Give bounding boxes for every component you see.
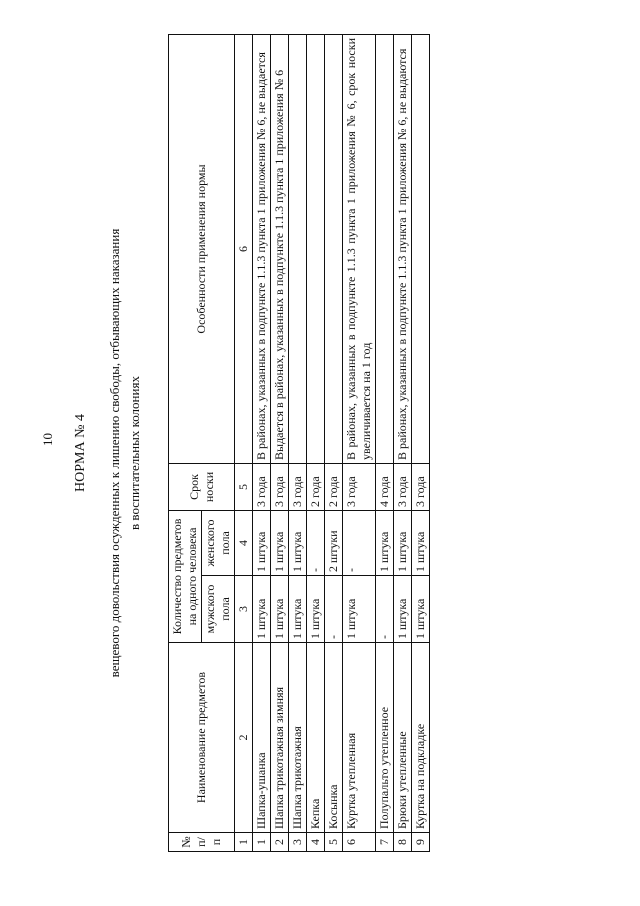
wear-term: 3 года (343, 464, 376, 511)
qty-men: 1 штука (253, 576, 271, 643)
header-term: Срок носки (169, 464, 235, 511)
document-title: НОРМА № 4 (73, 414, 88, 492)
usage-notes: В районах, указанных в подпункте 1.1.3 пункта 1 приложения № 6, не выдаются (394, 35, 412, 464)
item-name: Куртка утепленная (343, 643, 376, 833)
qty-women: - (343, 511, 376, 576)
norm-table (168, 34, 430, 852)
subtitle-line-2: в воспитательных колониях (127, 376, 142, 530)
table-row (271, 35, 289, 852)
row-num: 8 (394, 833, 412, 852)
table-row (343, 35, 376, 852)
row-num: 9 (412, 833, 430, 852)
item-name: Полупальто утепленное (376, 643, 394, 833)
usage-notes (376, 35, 394, 464)
qty-men: - (325, 576, 343, 643)
qty-women: - (307, 511, 325, 576)
qty-women: 1 штука (253, 511, 271, 576)
usage-notes: Выдается в районах, указанных в подпункте 1.1.3 пункта 1 приложения № 6 (271, 35, 289, 464)
row-num: 6 (343, 833, 376, 852)
row-num: 2 (271, 833, 289, 852)
row-num: 4 (307, 833, 325, 852)
page-number: 10 (40, 433, 55, 446)
wear-term: 3 года (271, 464, 289, 511)
qty-women: 2 штуки (325, 511, 343, 576)
wear-term: 4 года (376, 464, 394, 511)
item-name: Куртка на подкладке (412, 643, 430, 833)
header-row (169, 35, 202, 852)
qty-men: - (376, 576, 394, 643)
item-name: Косынка (325, 643, 343, 833)
usage-notes (412, 35, 430, 464)
header-qty-group: Количество предметов на одного человека (169, 511, 202, 643)
usage-notes: В районах, указанных в подпункте 1.1.3 пункта 1 приложения № 6, срок носки увеличивается на 1 год (343, 35, 376, 464)
index-cell: 1 (235, 833, 253, 852)
wear-term: 2 года (325, 464, 343, 511)
qty-men: 1 штука (271, 576, 289, 643)
header-men: мужского пола (202, 576, 235, 643)
item-name: Кепка (307, 643, 325, 833)
table-row (394, 35, 412, 852)
table-row (376, 35, 394, 852)
wear-term: 2 года (307, 464, 325, 511)
table-row (289, 35, 307, 852)
qty-women: 1 штука (289, 511, 307, 576)
index-cell: 6 (235, 35, 253, 464)
usage-notes (289, 35, 307, 464)
item-name: Шапка-ушанка (253, 643, 271, 833)
qty-men: 1 штука (307, 576, 325, 643)
row-num: 5 (325, 833, 343, 852)
qty-men: 1 штука (343, 576, 376, 643)
header-women: женского пола (202, 511, 235, 576)
wear-term: 3 года (289, 464, 307, 511)
qty-men: 1 штука (412, 576, 430, 643)
header-name: Наименование предметов (169, 643, 235, 833)
usage-notes (325, 35, 343, 464)
item-name: Шапка трикотажная зимняя (271, 643, 289, 833)
table-row (412, 35, 430, 852)
qty-women: 1 штука (271, 511, 289, 576)
qty-women: 1 штука (376, 511, 394, 576)
wear-term: 3 года (394, 464, 412, 511)
qty-women: 1 штука (394, 511, 412, 576)
qty-men: 1 штука (394, 576, 412, 643)
table-row (253, 35, 271, 852)
wear-term: 3 года (253, 464, 271, 511)
index-row (235, 35, 253, 852)
index-cell: 2 (235, 643, 253, 833)
index-cell: 5 (235, 464, 253, 511)
index-cell: 3 (235, 576, 253, 643)
qty-women: 1 штука (412, 511, 430, 576)
usage-notes: В районах, указанных в подпункте 1.1.3 пункта 1 приложения № 6, не выдается (253, 35, 271, 464)
item-name: Брюки утепленные (394, 643, 412, 833)
table-row (307, 35, 325, 852)
wear-term: 3 года (412, 464, 430, 511)
header-num: № п/п (169, 833, 235, 852)
header-features: Особенности применения нормы (169, 35, 235, 464)
qty-men: 1 штука (289, 576, 307, 643)
subtitle-line-1: вещевого довольствия осужденных к лишению свободы, отбывающих наказания (107, 228, 122, 678)
row-num: 1 (253, 833, 271, 852)
index-cell: 4 (235, 511, 253, 576)
row-num: 3 (289, 833, 307, 852)
usage-notes (307, 35, 325, 464)
document-subtitle (105, 0, 145, 906)
row-num: 7 (376, 833, 394, 852)
table-row (325, 35, 343, 852)
item-name: Шапка трикотажная (289, 643, 307, 833)
